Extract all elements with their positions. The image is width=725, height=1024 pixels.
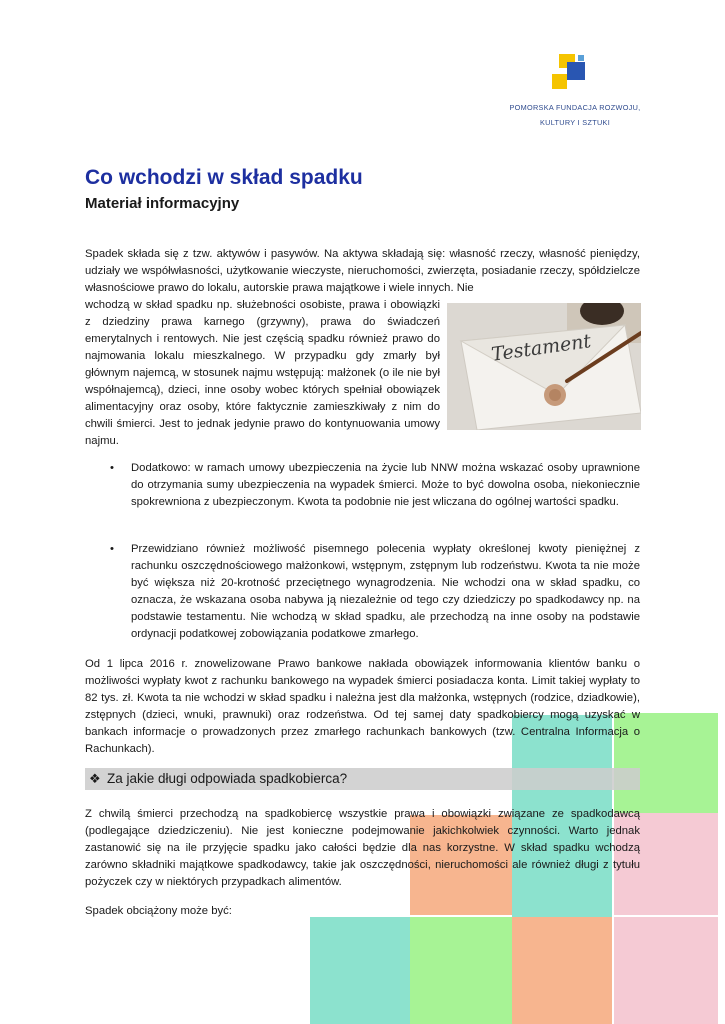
organization-name: [505, 100, 645, 130]
paragraph-assets: Spadek składa się z tzw. aktywów i pasywów. Na aktywa składają się: własność rzeczy, własność pieniędzy, udziały we współwłasności, użytkowanie wieczyste, nieruchomości, zwierzęta, posiadanie rzeczy, spółdzielcze własnościowe prawo do lokalu, autorskie prawa majątkowe i wiele innych. Nie: [85, 248, 640, 294]
paragraph-bank-law: Od 1 lipca 2016 r. znowelizowane Prawo bankowe nakłada obowiązek informowania klientów banku o możliwości wypłaty kwot z rachunku bankowego na wypadek śmierci posiadacza konta. Limit takiej wypłaty to 82 tys. zł. Kwota ta nie wchodzi w skład spadku i należna jest dla małżonka, wstępnych (rodzice, dziadkowie), zstępnych (dzieci, wnuki, prawnuki) oraz rodzeństwa. Od tej samej daty spadkobiercy mogą uzyskać w bankach informacje o prowadzonych przez zmarłego rachunkach bankowych (tzw. Centralna Informacja o Rachunkach).: [85, 658, 640, 755]
logo-icon: [548, 52, 592, 94]
logo-yellow-square-small: [552, 74, 567, 89]
section-heading-bar: [85, 768, 640, 790]
paragraph-not-included: wchodzą w skład spadku np. służebności osobiste, prawa i obowiązki z dziedziny prawa karnego (grzywny), prawa do świadczeń emerytalnych i rentowych. Nie jest częścią spadku również prawo do najmowania lokalu mieszkalnego. W przypadku gdy zmarły był głównym najemcą, w stosunek najmu wstępują: małżonek (o ile nie był współnajemcą), dzieci, inne osoby wobec których spełniał obowiązek alimentacyjny oraz osoby, które faktycznie zamieszkiwały z nim do chwili śmierci. Jest to jednak jedynie prawo do kontynuowania umowy najmu.: [85, 299, 440, 447]
document-title: Co wchodzi w skład spadku: [85, 166, 363, 189]
diamond-bullet-icon: ❖: [89, 771, 101, 786]
list-item-text: Dodatkowo: w ramach umowy ubezpieczenia na życie lub NNW można wskazać osoby uprawnione do otrzymania sumy ubezpieczenia na wypadek śmierci. Może to być dowolna osoba, niekoniecznie spokrewniona z ubezpieczonym. Kwota ta podobnie nie jest wliczana do ogólnej wartości spadku.: [131, 462, 640, 508]
document-subtitle: Materiał informacyjny: [85, 195, 240, 212]
mosaic-tile-pink: [614, 917, 718, 1024]
photo-caption-testament: Testament: [489, 330, 593, 366]
section-heading: Za jakie długi odpowiada spadkobierca?: [107, 771, 348, 786]
bullet-icon: •: [110, 543, 114, 555]
paragraph-burdened-estate: Spadek obciążony może być:: [85, 905, 232, 917]
foundation-logo: [548, 52, 592, 94]
organization-name-line1: POMORSKA FUNDACJA ROZWOJU,: [509, 103, 641, 112]
paragraph-debts: Z chwilą śmierci przechodzą na spadkobiercę wszystkie prawa i obowiązki związane ze spadkodawcą (podlegające dziedziczeniu). Nie jest konieczne podejmowanie jakichkolwiek czynności. Warto jednak zastanowić się na ile przyjęcie spadku jako całości będzie dla nas korzystne. W skład spadku wchodzą zarówno składniki majątkowe spadkodawcy, takie jak oszczędności, nieruchomości ale również długi z tytułu pożyczek czy w niektórych przypadkach alimentów.: [85, 808, 640, 888]
mosaic-tile-teal: [310, 917, 410, 1024]
testament-envelope-photo: [447, 303, 641, 430]
logo-blue-square: [567, 62, 585, 80]
mosaic-tile-green: [410, 917, 512, 1024]
bullet-icon: •: [110, 462, 114, 474]
logo-light-square: [578, 55, 584, 61]
list-item-text: Przewidziano również możliwość pisemnego polecenia wypłaty określonej kwoty pieniężnej z rachunku oszczędnościowego małżonkowi, wstępnym, zstępnym lub rodzeństwu. Kwota ta nie może być większa niż 20-krotność przeciętnego wynagrodzenia. Nie wchodzi ona w skład spadku, co oznacza, że wskazana osoba nabywa ją niezależnie od tego czy dziedziczy po spadkodawcy np. na podstawie testamentu. Nie wchodzą w skład spadku, ale przechodzą na inne osoby na podstawie ordynacji podatkowej zobowiązania podatkowe zmarłego.: [131, 543, 640, 640]
envelope-illustration: [447, 303, 641, 430]
mosaic-tile-orange: [512, 917, 612, 1024]
organization-name-line2: KULTURY I SZTUKI: [539, 118, 611, 127]
